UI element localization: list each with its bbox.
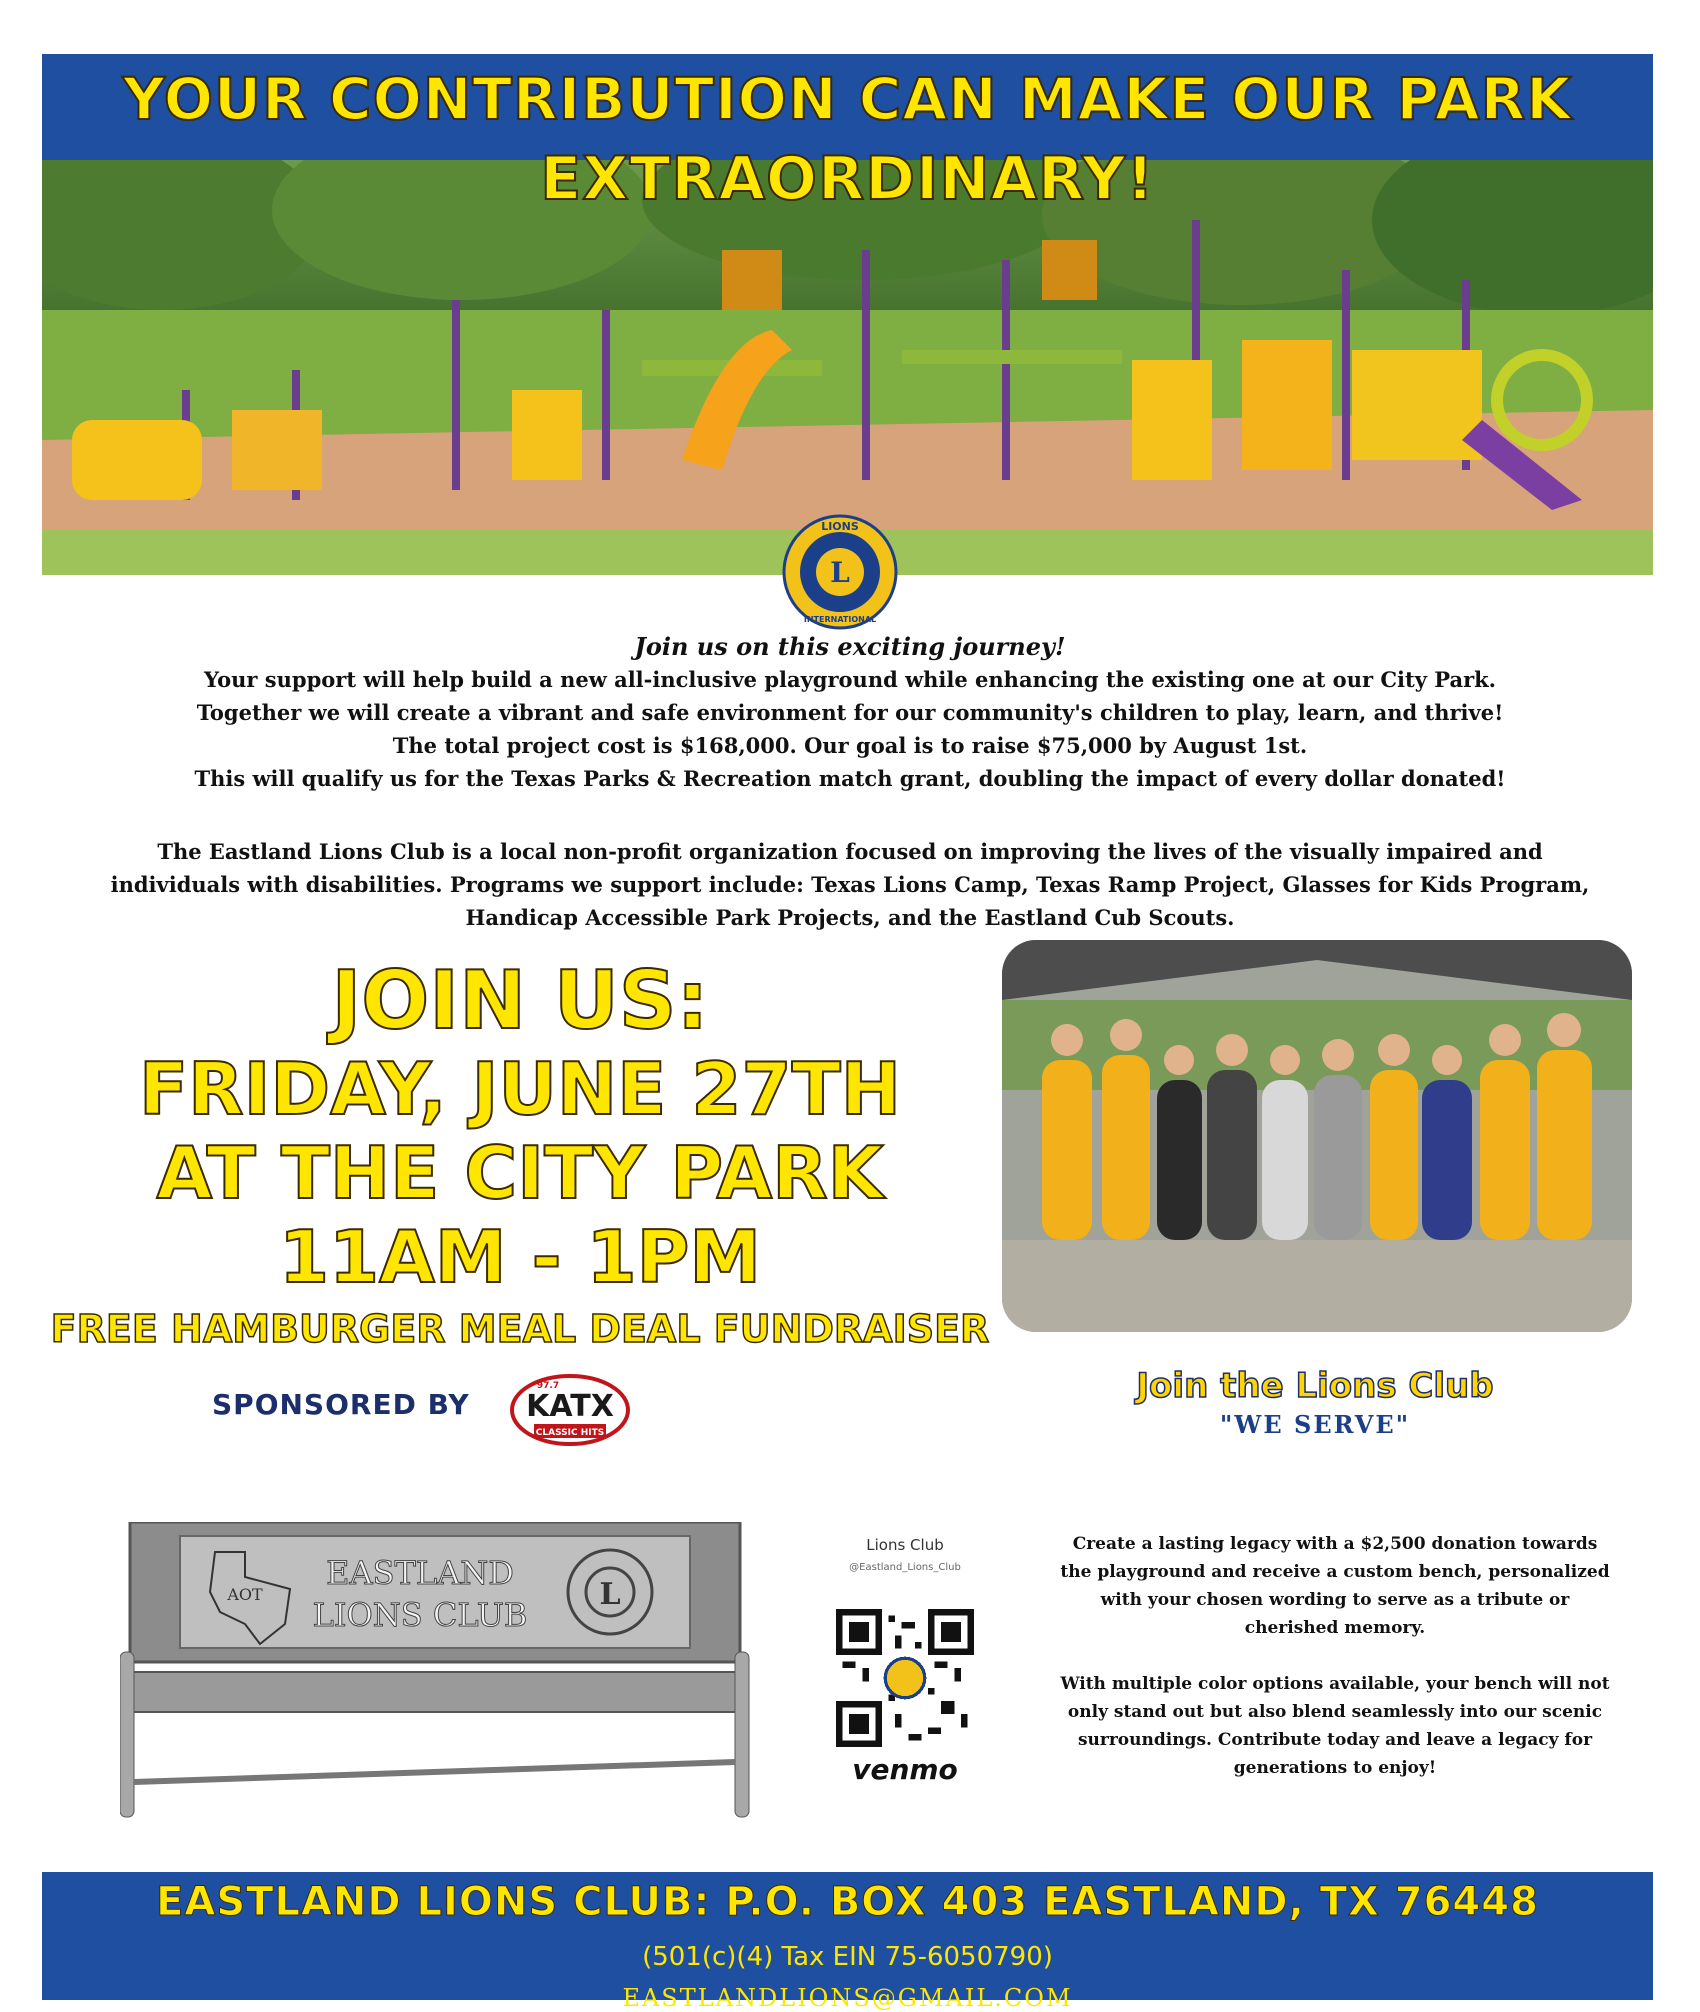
footer-ein: (501(c)(4) Tax EIN 75-6050790) [642,1942,1053,1972]
venmo-brand: venmo [852,1753,958,1786]
katx-tagline: CLASSIC HITS [535,1428,605,1438]
event-join: JOIN US: [331,954,709,1047]
hero-title [42,64,1653,212]
event-time: 11AM - 1PM [278,1215,762,1299]
venmo-card[interactable] [800,1530,1010,1800]
katx-radio-logo [508,1372,632,1448]
intro-line2: Together we will create a vibrant and safe environment for our community's children to play, learn, and thrive! [196,700,1504,725]
event-offer: FREE HAMBURGER MEAL DEAL FUNDRAISER [50,1307,990,1351]
footer-address: EASTLAND LIONS CLUB: P.O. BOX 403 EASTLAND, TX 76448 [156,1879,1539,1925]
qr-code[interactable] [836,1609,974,1747]
we-serve-motto: "WE SERVE" [1219,1410,1411,1439]
sponsored-label: SPONSORED BY [212,1388,470,1421]
hero-title-line1: YOUR CONTRIBUTION CAN MAKE OUR PARK [122,65,1573,133]
logo-top-text: LIONS [821,520,859,533]
bench-state-tag: AOT [227,1585,263,1604]
bench-offer [1060,1530,1610,1810]
intro-line3: The total project cost is $168,000. Our goal is to raise $75,000 by August 1st. [392,733,1308,758]
footer [42,1872,1653,2012]
hero-banner [42,54,1653,575]
venmo-name: Lions Club [866,1536,944,1554]
intro-lead: Join us on this exciting journey! [634,632,1066,661]
club-description: The Eastland Lions Club is a local non-profit organization focused on improving the lives of the visually impaired and individuals with disabilities. Programs we support include: Texas Lions Camp, Texas Ramp Project, Glasses for Kids Program, Handicap Accessible Park Projects, and the Eastland Cub Scouts. [110,839,1590,930]
event-date: FRIDAY, JUNE 27TH [139,1047,901,1131]
katx-freq: 97.7 [536,1381,560,1391]
event-block [40,955,1000,1353]
bench-line1: EASTLAND [326,1554,514,1592]
group-photo [1002,940,1632,1332]
intro-block [100,630,1600,795]
bench-line2: LIONS CLUB [312,1596,528,1634]
logo-center-letter: L [830,556,850,589]
custom-bench-image [120,1522,760,1822]
venmo-handle: @Eastland_Lions_Club [849,1562,961,1573]
footer-email[interactable]: EASTLANDLIONS@GMAIL.COM [622,1984,1073,2012]
bench-offer-p2: With multiple color options available, your bench will not only stand out but also blend seamlessly into our scenic surroundings. Contribute today and leave a legacy for generations to enjoy! [1060,1674,1610,1778]
join-lions-heading: Join the Lions Club [1136,1366,1494,1406]
svg-text:L: L [599,1577,621,1612]
event-place: AT THE CITY PARK [156,1131,884,1215]
hero-title-line2: EXTRAORDINARY! [540,144,1155,214]
bench-offer-p1: Create a lasting legacy with a $2,500 donation towards the playground and receive a custom bench, personalized with your chosen wording to serve as a tribute or cherished memory. [1060,1534,1610,1638]
intro-line1: Your support will help build a new all-inclusive playground while enhancing the existing one at our City Park. [203,667,1496,692]
katx-station: KATX [526,1389,614,1424]
lions-international-logo [780,512,900,632]
intro-line4: This will qualify us for the Texas Parks & Recreation match grant, doubling the impact of every dollar donated! [194,766,1506,791]
logo-bottom-text: INTERNATIONAL [803,615,877,624]
